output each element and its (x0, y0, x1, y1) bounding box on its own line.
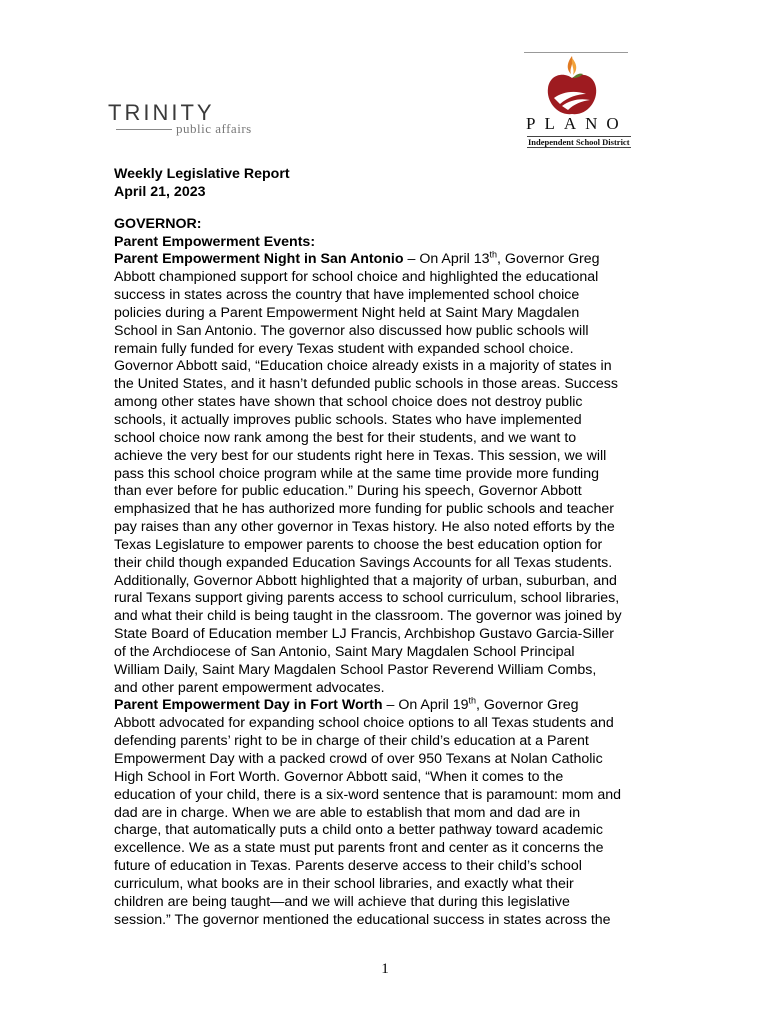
paragraph-line: success in states across the country that have implemented school choice (114, 287, 580, 304)
paragraph-line: policies during a Parent Empowerment Night held at Saint Mary Magdalen (114, 304, 580, 321)
paragraph-line: the United States, and it hasn’t defunded public schools in those areas. Success (114, 376, 618, 393)
paragraph-line: children are being taught—and we will achieve that during this legislative (114, 893, 570, 910)
paragraph-line: dad are in charge. When we are able to establish that mom and dad are in (114, 804, 581, 821)
paragraph-line: than ever before for public education.” During his speech, Governor Abbott (114, 483, 582, 500)
paragraph-line: future of education in Texas. Parents deserve access to their child’s school (114, 858, 582, 875)
paragraph-line: school choice now rank among the best for their students, and we want to (114, 429, 577, 446)
paragraph-line: pay raises than any other governor in Texas history. He also noted efforts by the (114, 519, 615, 536)
trinity-logo-subtitle: public affairs (176, 121, 252, 136)
paragraph-line: William Daily, Saint Mary Magdalen School Pastor Reverend William Combs, (114, 661, 597, 678)
paragraph-line: remain fully funded for every Texas student with expanded school choice. (114, 340, 574, 357)
paragraph-line: curriculum, what books are in their school libraries, and exactly what their (114, 875, 574, 892)
paragraph-line: emphasized that he has authorized more funding for public schools and teacher (114, 501, 615, 518)
page-number: 1 (381, 961, 389, 977)
paragraph-line: of the Archdiocese of San Antonio, Saint Mary Magdalen School Principal (114, 643, 575, 660)
paragraph-san-antonio (114, 251, 674, 697)
report-body (114, 166, 674, 929)
paragraph-line: excellence. We as a state must put parents front and center as it concerns the (114, 840, 604, 857)
report-date: April 21, 2023 (114, 183, 206, 200)
plano-logo-name: PLANO (526, 114, 628, 133)
paragraph-fort-worth (114, 697, 674, 929)
paragraph-line: Empowerment Day with a packed crowd of over 950 Texans at Nolan Catholic (114, 751, 603, 767)
paragraph-line: State Board of Education member LJ Francis, Archbishop Gustavo Garcia-Siller (114, 626, 614, 643)
paragraph-line: Abbott advocated for expanding school choice options to all Texas students and (114, 715, 614, 732)
apple-flame-icon (536, 54, 608, 118)
paragraph-line: defending parents’ right to be in charge of their child’s education at a Parent (114, 733, 589, 750)
paragraph-line: session.” The governor mentioned the educational success in states across the (114, 911, 611, 928)
paragraph-line: education of your child, there is a six-word sentence that is paramount: mom and (114, 786, 622, 803)
report-title: Weekly Legislative Report (114, 166, 290, 182)
paragraph-first-line: Parent Empowerment Night in San Antonio – On April 13th, Governor Greg (114, 249, 600, 268)
paragraph-line: and what their child is being taught in the classroom. The governor was joined by (114, 608, 622, 625)
paragraph-line: schools, it actually improves public schools. States who have implemented (114, 411, 582, 428)
section-heading: GOVERNOR: (114, 215, 202, 232)
plano-logo-rule (524, 52, 628, 53)
paragraph-lead: Parent Empowerment Night in San Antonio (114, 251, 404, 268)
trinity-logo-rule (116, 129, 172, 130)
paragraph-line: among other states have shown that school choice does not destroy public (114, 394, 583, 411)
paragraph-line: pass this school choice program while at the same time provide more funding (114, 465, 599, 482)
paragraph-first-line: Parent Empowerment Day in Fort Worth – On April 19th, Governor Greg (114, 695, 579, 714)
paragraph-lead: Parent Empowerment Day in Fort Worth (114, 697, 383, 714)
paragraph-line: Texas Legislature to empower parents to choose the best education option for (114, 536, 603, 553)
plano-logo-subtitle: Independent School District (528, 137, 630, 147)
paragraph-line: School in San Antonio. The governor also discussed how public schools will (114, 322, 589, 339)
subsection-heading: Parent Empowerment Events: (114, 233, 316, 250)
paragraph-line: Governor Abbott said, “Education choice already exists in a majority of states in (114, 358, 612, 375)
trinity-logo (108, 100, 258, 140)
paragraph-line: charge, that automatically puts a child onto a better pathway toward academic (114, 822, 603, 839)
paragraph-line: and other parent empowerment advocates. (114, 679, 385, 696)
paragraph-line: rural Texans support giving parents access to school curriculum, school libraries, (114, 590, 620, 607)
paragraph-line: achieve the very best for our students right here in Texas. This session, we will (114, 447, 607, 464)
paragraph-line: High School in Fort Worth. Governor Abbott said, “When it comes to the (114, 768, 564, 785)
paragraph-line: their child though expanded Education Savings Accounts for all Texas students. (114, 554, 613, 571)
paragraph-line: Abbott championed support for school choice and highlighted the educational (114, 269, 599, 286)
trinity-logo-word: TRINITY (108, 100, 215, 125)
paragraph-line: Additionally, Governor Abbott highlighted that a majority of urban, suburban, and (114, 572, 617, 589)
